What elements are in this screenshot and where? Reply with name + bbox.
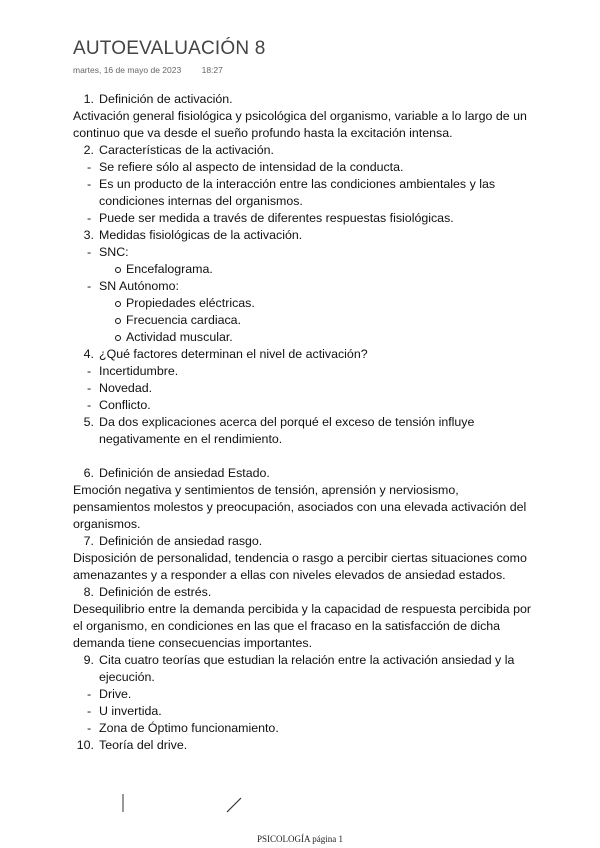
question-text: Definición de activación.: [99, 92, 233, 106]
question-number: 5.: [83, 415, 94, 429]
numbered-question: [73, 584, 533, 601]
numbered-question: [73, 142, 533, 159]
question-text: Medidas fisiológicas de la activación.: [99, 228, 303, 242]
numbered-question: [73, 91, 533, 108]
question-number: 7.: [83, 534, 94, 548]
dash-list-item: - Novedad.: [73, 380, 533, 397]
dash-list-item: - SN Autónomo:: [73, 278, 533, 295]
handwritten-ink-strokes: [115, 790, 255, 820]
dash-list-item: - Incertidumbre.: [73, 363, 533, 380]
numbered-question: [73, 652, 533, 686]
question-text: Teoría del drive.: [99, 738, 188, 752]
dash-list-item: - Zona de Óptimo funcionamiento.: [73, 720, 533, 737]
page-date: martes, 16 de mayo de 2023: [73, 65, 182, 75]
question-number: 4.: [83, 347, 94, 361]
blank-line: [73, 448, 533, 465]
question-number: 3.: [83, 228, 94, 242]
numbered-question: [73, 346, 533, 363]
answer-paragraph: Activación general fisiológica y psicológica del organismo, variable a lo largo de un continuo que va desde el sueño profundo hasta la excitación intensa.: [73, 109, 527, 140]
question-number: 9.: [83, 653, 94, 667]
bullet-sub-item: Frecuencia cardiaca.: [73, 312, 533, 329]
answer-paragraph: Disposición de personalidad, tendencia o rasgo a percibir ciertas situaciones como amenazantes y a responder a ellas con niveles elevados de ansiedad estados.: [73, 551, 527, 582]
question-text: Definición de ansiedad rasgo.: [99, 534, 263, 548]
question-number: 6.: [83, 466, 94, 480]
ink-stroke-diagonal: [227, 798, 241, 812]
question-number: 1.: [83, 92, 94, 106]
bullet-sub-item: Actividad muscular.: [73, 329, 533, 346]
question-number: 8.: [83, 585, 94, 599]
numbered-question: [73, 465, 533, 482]
numbered-question: [73, 737, 533, 754]
question-number: 10.: [76, 738, 94, 752]
answer-paragraph: Desequilibrio entre la demanda percibida y la capacidad de respuesta percibida por el organismo, en condiciones en las que el fracaso en la satisfacción de dicha demanda tiene consecuencias importantes.: [73, 602, 532, 650]
dash-list-item: - SNC:: [73, 244, 533, 261]
dash-list-item: - Conflicto.: [73, 397, 533, 414]
page-time: 18:27: [201, 65, 223, 75]
numbered-question: [73, 227, 533, 244]
dash-list-item: - Puede ser medida a través de diferentes respuestas fisiológicas.: [73, 210, 533, 227]
dash-list-item: - Drive.: [73, 686, 533, 703]
bullet-sub-item: Encefalograma.: [73, 261, 533, 278]
page-content: [73, 91, 533, 754]
page-title: AUTOEVALUACIÓN 8: [73, 38, 266, 59]
question-text: Características de la activación.: [99, 143, 274, 157]
question-text: Da dos explicaciones acerca del porqué el exceso de tensión influye negativamente en el rendimiento.: [99, 415, 475, 446]
question-text: Definición de ansiedad Estado.: [99, 466, 270, 480]
question-text: ¿Qué factores determinan el nivel de activación?: [99, 347, 368, 361]
question-text: Definición de estrés.: [99, 585, 212, 599]
page-meta: [73, 65, 223, 75]
question-number: 2.: [83, 143, 94, 157]
answer-paragraph: Emoción negativa y sentimientos de tensión, aprensión y nerviosismo, pensamientos molestos y preocupación, asociados con una elevada activación del organismos.: [73, 483, 527, 531]
bullet-sub-item: Propiedades eléctricas.: [73, 295, 533, 312]
dash-list-item: - U invertida.: [73, 703, 533, 720]
question-text: Cita cuatro teorías que estudian la relación entre la activación ansiedad y la ejecución.: [99, 653, 515, 684]
numbered-question: [73, 533, 533, 550]
dash-list-item: - Es un producto de la interacción entre las condiciones ambientales y las condiciones internas del organismos.: [73, 176, 533, 210]
dash-list-item: - Se refiere sólo al aspecto de intensidad de la conducta.: [73, 159, 533, 176]
page-footer: PSICOLOGÍA página 1: [257, 834, 343, 844]
numbered-question: [73, 414, 533, 448]
